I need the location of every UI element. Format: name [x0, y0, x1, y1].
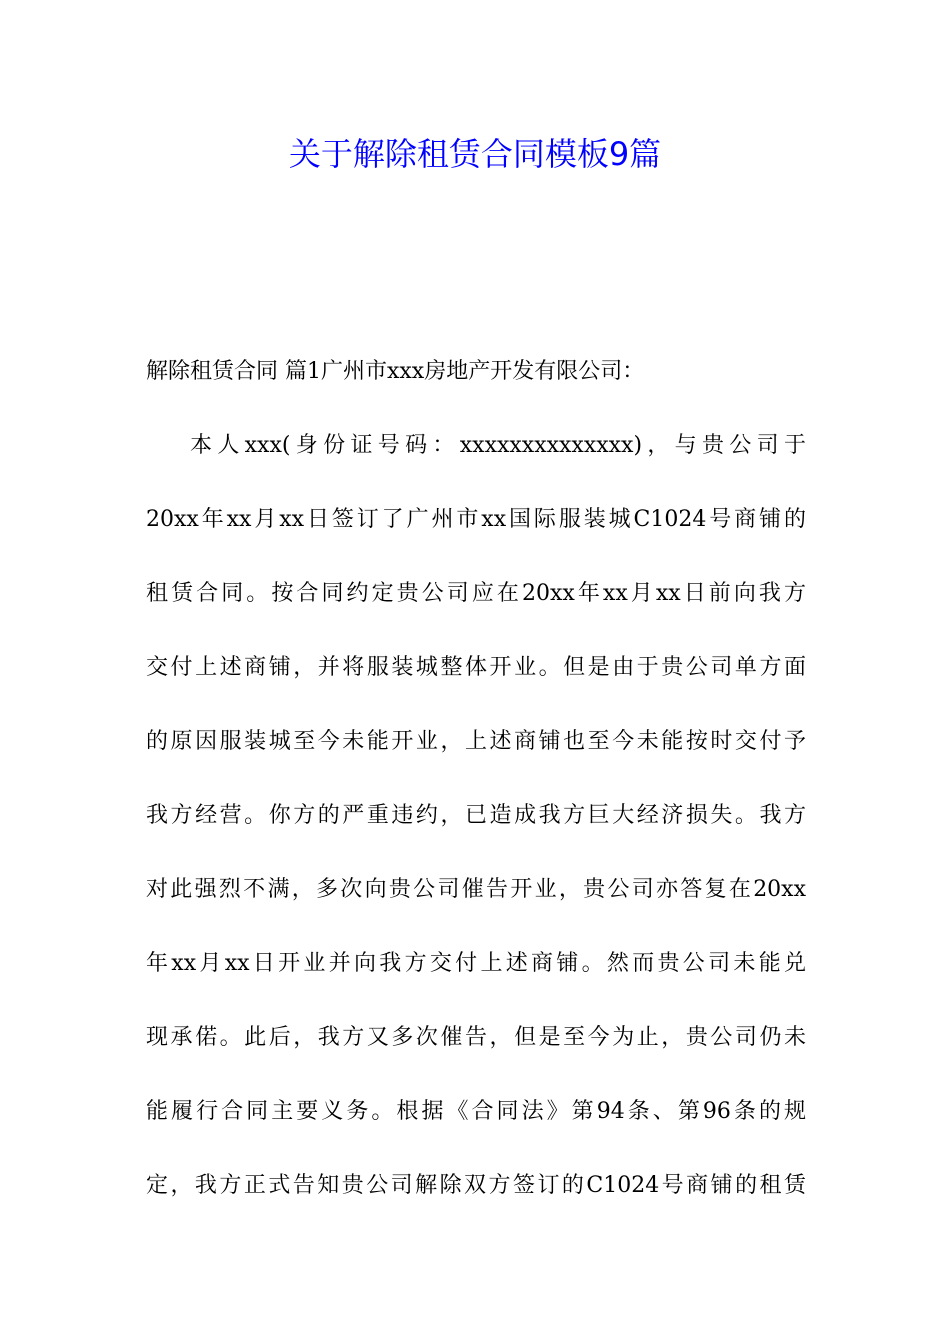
- paragraph-line: 年xx月xx日开业并向我方交付上述商铺。然而贵公司未能兑: [146, 951, 806, 976]
- document-title: 关于解除租赁合同模板9篇: [288, 135, 662, 173]
- document-body: [146, 335, 806, 1223]
- paragraph-line: 对此强烈不满，多次向贵公司催告开业，贵公司亦答复在20xx: [146, 877, 806, 902]
- paragraph-line: 本人xxx(身份证号码：xxxxxxxxxxxxxx)，与贵公司于: [190, 433, 806, 458]
- paragraph-line: 20xx年xx月xx日签订了广州市xx国际服装城C1024号商铺的: [146, 507, 806, 532]
- heading-line: 解除租赁合同 篇1广州市xxx房地产开发有限公司：: [146, 359, 645, 384]
- paragraph-line: 租赁合同。按合同约定贵公司应在20xx年xx月xx日前向我方: [146, 581, 806, 606]
- paragraph-line: 能履行合同主要义务。根据《合同法》第94条、第96条的规: [146, 1099, 806, 1124]
- paragraph-line: 交付上述商铺，并将服装城整体开业。但是由于贵公司单方面: [146, 655, 806, 680]
- paragraph-line: 我方经营。你方的严重违约，已造成我方巨大经济损失。我方: [146, 803, 806, 828]
- paragraph-line: 定，我方正式告知贵公司解除双方签订的C1024号商铺的租赁: [146, 1173, 806, 1198]
- paragraph-line: 的原因服装城至今未能开业，上述商铺也至今未能按时交付予: [146, 729, 806, 754]
- paragraph-line: 现承偌。此后，我方又多次催告，但是至今为止，贵公司仍未: [146, 1025, 806, 1050]
